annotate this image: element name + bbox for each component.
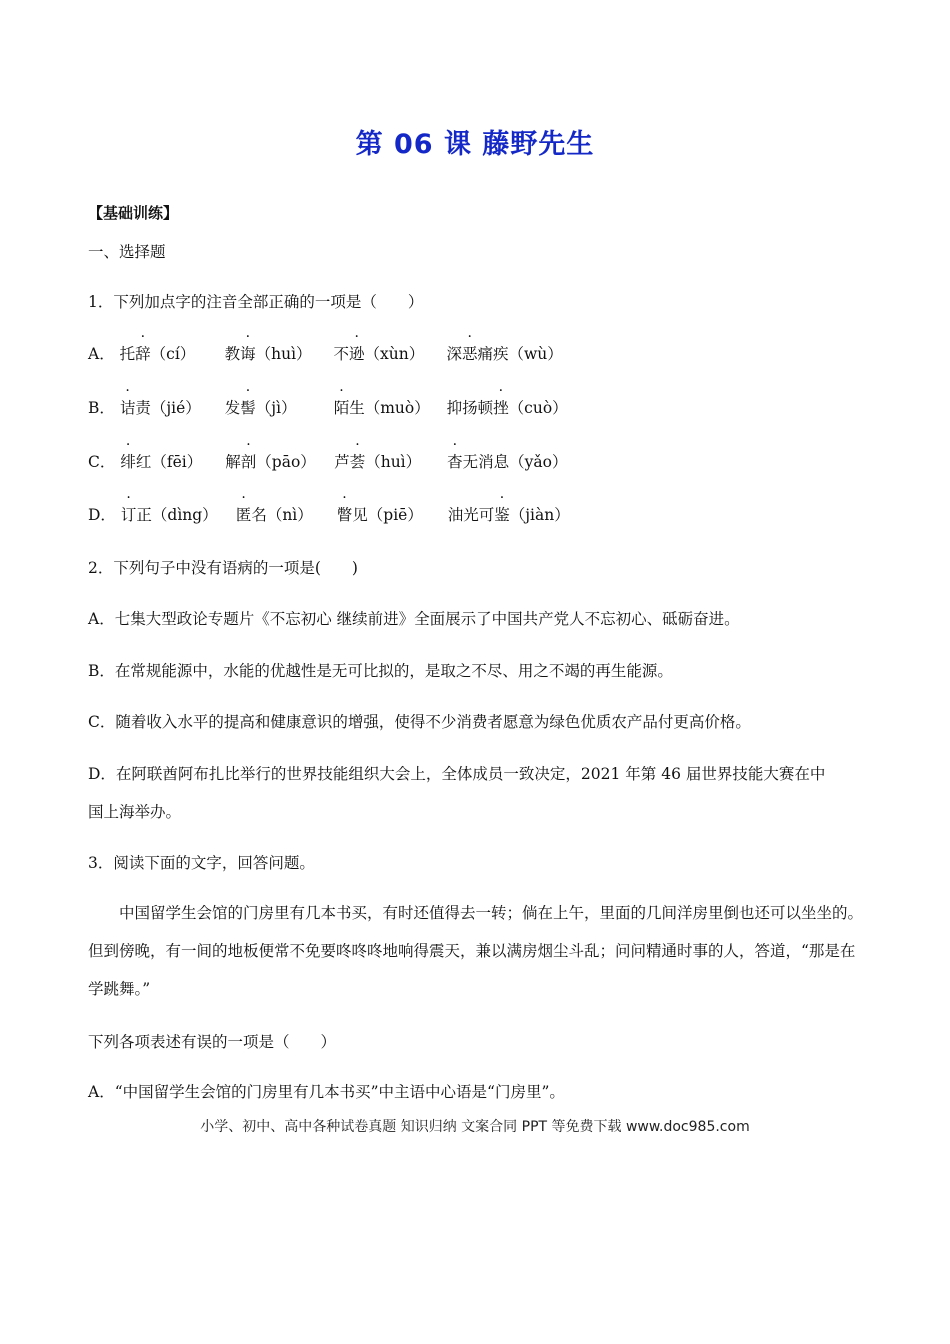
q2-option-a: A．七集大型政论专题片《不忘初心 继续前进》全面展示了中国共产党人不忘初心、砥砺奋进。 (88, 610, 740, 628)
option-item: 教诲（huì） (225, 342, 329, 364)
option-label: A． (88, 345, 115, 363)
option-item: 陌生（muò） (334, 396, 442, 418)
q3-stem: 3．阅读下面的文字，回答问题。 (88, 854, 315, 872)
option-item: 托辞（cí） (120, 342, 220, 364)
option-item: 芦荟（huì） (334, 450, 442, 472)
dotted-char: 杳 (447, 453, 463, 471)
q2-option-c: C．随着收入水平的提高和健康意识的增强，使得不少消费者愿意为绿色优质农产品付更高价格。 (88, 713, 751, 731)
dotted-char: 匿 (235, 506, 252, 524)
dotted-char: 诘 (119, 399, 136, 417)
dotted-char: 剖 (240, 453, 257, 471)
dotted-char: 瞥 (336, 506, 353, 524)
q1-option-d (88, 503, 570, 525)
option-item: 绯红（fēi） (120, 450, 220, 472)
option-item: 订正（dìng） (121, 503, 231, 525)
option-item: 诘责（jié） (120, 396, 220, 418)
dotted-char: 辞 (135, 345, 151, 363)
option-label: B． (88, 399, 115, 417)
section-heading: 【基础训练】 (88, 204, 179, 222)
dotted-char: 订 (120, 506, 137, 524)
footer-ad: 小学、初中、高中各种试卷真题 知识归纳 文案合同 PPT 等免费下载 www.doc985.com (200, 1119, 750, 1135)
dotted-char: 恶 (461, 345, 478, 363)
dotted-char: 鉴 (494, 506, 510, 524)
q1-option-b (88, 396, 568, 418)
dotted-char: 荟 (349, 453, 366, 471)
option-item: 瞥见（piē） (337, 503, 443, 525)
page-title: 第 06 课 藤野先生 (355, 129, 595, 160)
q3-option-a: A．“中国留学生会馆的门房里有几本书买”中主语中心语是“门房里”。 (88, 1083, 565, 1101)
q2-option-d: D．在阿联酋阿布扎比举行的世界技能组织大会上，全体成员一致决定，2021 年第 46 届世界技能大赛在中 (88, 765, 826, 783)
dotted-char: 逊 (349, 345, 365, 363)
dotted-char: 挫 (493, 399, 509, 417)
q1-stem: 1．下列加点字的注音全部正确的一项是（ ） (88, 293, 424, 311)
q1-option-c (88, 450, 567, 472)
dotted-char: 髻 (240, 399, 256, 417)
option-label: D． (88, 506, 116, 524)
dotted-char: 绯 (120, 453, 136, 471)
q3-sub-stem: 下列各项表述有误的一项是（ ） (88, 1033, 337, 1051)
option-item: 不逊（xùn） (334, 342, 442, 364)
option-item: 深恶痛疾（wù） (446, 342, 562, 364)
option-item: 匿名（nì） (236, 503, 332, 525)
q1-option-a (88, 342, 563, 364)
reading-passage: 中国留学生会馆的门房里有几本书买，有时还值得去一转；倘在上午，里面的几间洋房里倒也还可以坐坐的。但到傍晚，有一间的地板便常不免要咚咚咚地响得震天，兼以满房烟尘斗乱；问问精通时事的人，答道，“那是在学跳舞。” (88, 904, 864, 998)
question-category: 一、选择题 (88, 243, 166, 261)
dotted-char: 陌 (333, 399, 350, 417)
q2-option-d-cont: 国上海举办。 (88, 803, 182, 821)
option-item: 油光可鉴（jiàn） (448, 503, 570, 525)
option-label: C． (88, 453, 116, 471)
option-item: 抑扬顿挫（cuò） (447, 396, 568, 418)
option-item: 解剖（pāo） (225, 450, 329, 472)
option-item: 发髻（jì） (225, 396, 329, 418)
q2-option-b: B．在常规能源中，水能的优越性是无可比拟的，是取之不尽、用之不竭的再生能源。 (88, 662, 673, 680)
q2-stem: 2．下列句子中没有语病的一项是( ) (88, 559, 358, 577)
dotted-char: 诲 (240, 345, 256, 363)
option-item: 杳无消息（yǎo） (447, 450, 567, 472)
